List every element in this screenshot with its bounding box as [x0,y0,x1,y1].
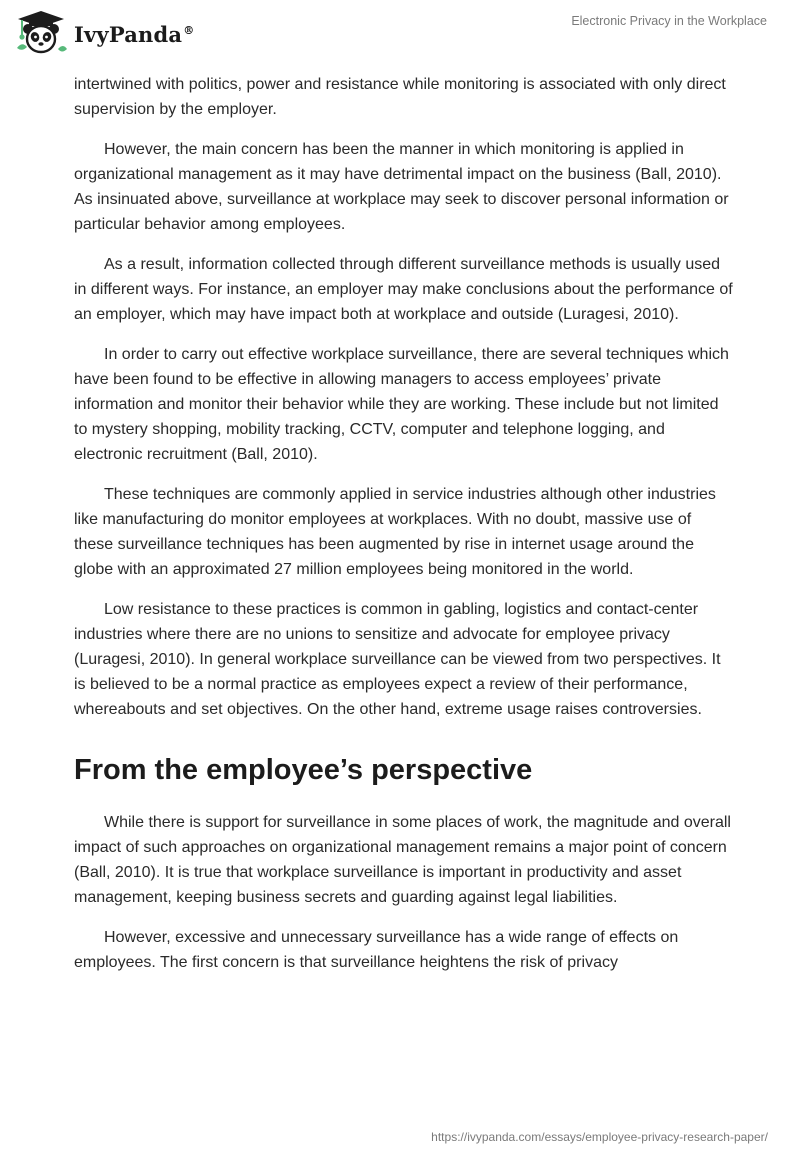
paragraph: As a result, information collected through different surveillance methods is usually used in different ways. For instance, an employer may make conclusions about the performance of an employer, which may have impact both at workplace and outside (Luragesi, 2010). [74,256,733,323]
brand-name: IvyPanda® [74,21,195,47]
ivypanda-logo[interactable] [14,8,194,58]
essay-content [74,72,734,990]
section-heading: From the employee’s perspective [74,754,533,786]
paragraph: However, excessive and unnecessary surveillance has a wide range of effects on employees. The first concern is that surveillance heightens the risk of privacy [74,929,679,971]
registered-mark: ® [183,23,195,37]
paragraph: These techniques are commonly applied in service industries although other industries like manufacturing do monitor employees at workplaces. With no doubt, massive use of these surveillance techniques has been augmented by rise in internet usage around the globe with an approximated 27 million employees being monitored in the world. [74,486,716,578]
source-url[interactable]: https://ivypanda.com/essays/employee-privacy-research-paper/ [431,1130,768,1144]
paragraph: intertwined with politics, power and resistance while monitoring is associated with only direct supervision by the employer. [74,76,726,118]
paragraph: In order to carry out effective workplace surveillance, there are several techniques which have been found to be effective in allowing managers to access employees’ private information and monitor their behavior while they are working. These include but not limited to mystery shopping, mobility tracking, CCTV, computer and telephone logging, and electronic recruitment (Ball, 2010). [74,346,729,463]
panda-graduate-icon [14,8,68,58]
paragraph: While there is support for surveillance in some places of work, the magnitude and overall impact of such approaches on organizational management remains a major point of concern (Ball, 2010). It is true that workplace surveillance is important in productivity and asset management, keeping business secrets and guarding against legal liabilities. [74,814,731,906]
document-title: Electronic Privacy in the Workplace [571,14,767,28]
paragraph: However, the main concern has been the manner in which monitoring is applied in organizational management as it may have detrimental impact on the business (Ball, 2010). As insinuated above, surveillance at workplace may seek to discover personal information or particular behavior among employees. [74,141,729,233]
page-header [0,0,800,70]
paragraph: Low resistance to these practices is common in gabling, logistics and contact-center industries where there are no unions to sensitize and advocate for employee privacy (Luragesi, 2010). In general workplace surveillance can be viewed from two perspectives. It is believed to be a normal practice as employees expect a review of their performance, whereabouts and set objectives. On the other hand, extreme usage raises controversies. [74,601,721,718]
